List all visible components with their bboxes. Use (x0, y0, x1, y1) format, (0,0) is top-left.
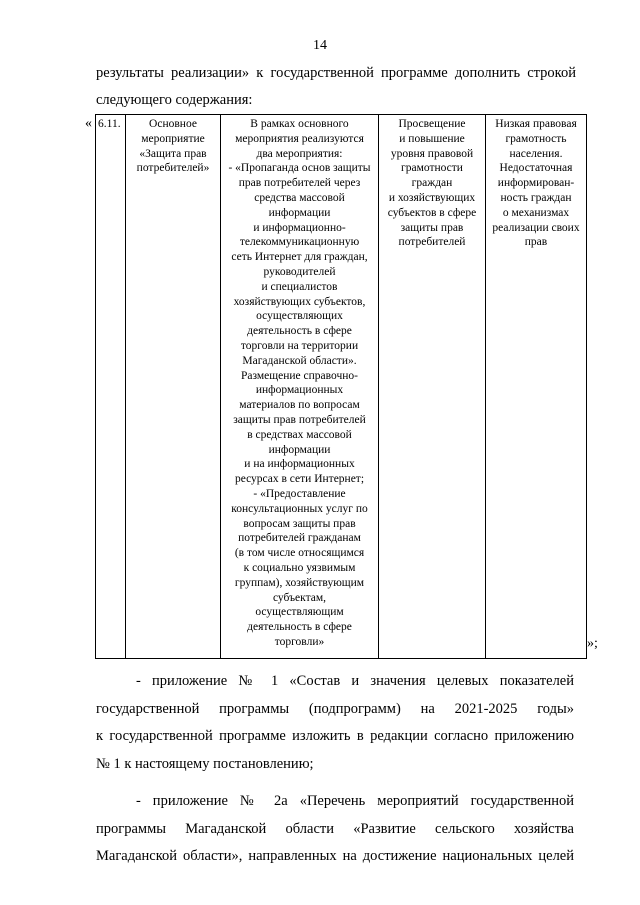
paragraph-line: № 1 к настоящему постановлению; (96, 755, 314, 772)
body-text (96, 668, 574, 871)
paragraph-line: программы Магаданской области «Развитие сельского хозяйства (96, 820, 574, 837)
paragraph-line: Магаданской области», направленных на достижение национальных целей (96, 848, 574, 864)
opening-quote: « (85, 116, 92, 131)
page-number: 14 (313, 38, 327, 53)
problem-cell: Низкая правовая грамотность населения. Недостаточная информирован- ность граждан о механизмах реализации своих прав (486, 115, 587, 659)
table-row (96, 115, 587, 659)
paragraph-line: государственной программы (подпрограмм) на 2021-2025 годы» (96, 700, 574, 717)
paragraph-line: - приложение № 1 «Состав и значения целевых показателей (136, 673, 574, 689)
intro-line: результаты реализации» к государственной программе дополнить строкой (96, 65, 576, 81)
expected-result-cell: Просвещение и повышение уровня правовой грамотности граждан и хозяйствующих субъектов в сфере защиты прав потребителей (379, 115, 486, 659)
paragraph-line: к государственной программе изложить в редакции согласно приложению (96, 728, 574, 744)
closing-quote: »; (587, 636, 598, 651)
intro-line: следующего содержания: (96, 92, 253, 108)
paragraph-line: - приложение № 2а «Перечень мероприятий государственной (136, 793, 574, 809)
measure-description-cell: В рамках основного мероприятия реализуются два мероприятия: - «Пропаганда основ защиты прав потребителей через средства массовой информации и информационно- телекоммуникационную сеть Интернет для граждан, руководителей и специалистов хозяйствующих субъектов, осуществляющих деятельность в сфере торговли на территории Магаданской области». Размещение справочно- информационных материалов по вопросам защиты прав потребителей в средствах массовой информации и на информационных ресурсах в сети Интернет; - «Предоставление консультационных услуг по вопросам защиты прав потребителей гражданам (в том числе относящимся к социально уязвимым группам), хозяйствующим субъектам, осуществляющим деятельность в сфере торговли» (221, 115, 379, 659)
intro-text (96, 60, 576, 114)
amendment-table (95, 114, 587, 659)
row-number-cell: 6.11. (96, 115, 126, 659)
measure-name-cell: Основное мероприятие «Защита прав потребителей» (126, 115, 221, 659)
